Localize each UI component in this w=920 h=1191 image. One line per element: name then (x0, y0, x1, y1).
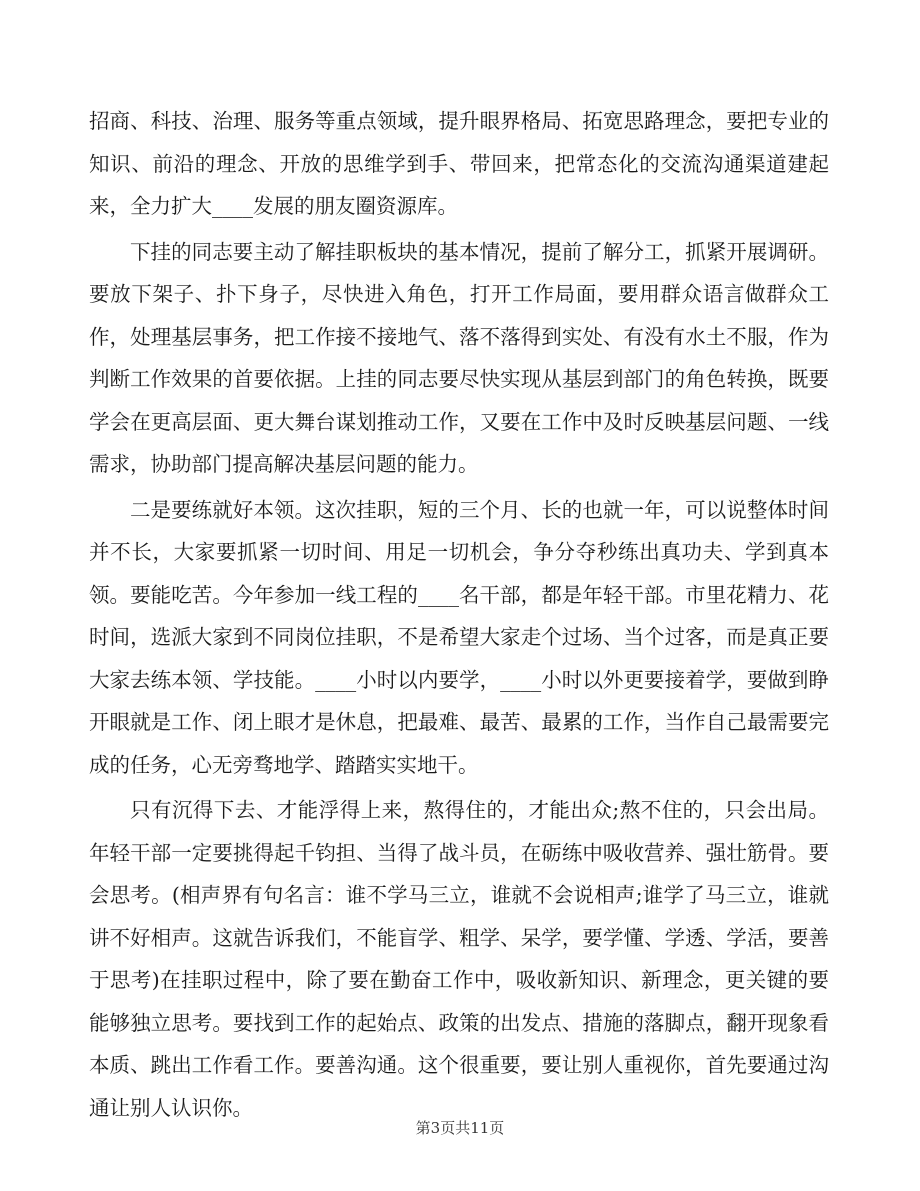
page-number-footer: 第3页共11页 (415, 1119, 505, 1137)
document-body (89, 100, 829, 1129)
paragraph-1: 招商、科技、治理、服务等重点领域，提升眼界格局、拓宽思路理念，要把专业的知识、前沿的理念、开放的思维学到手、带回来，把常态化的交流沟通渠道建起来，全力扩大____发展的朋友圈资源库。 (89, 109, 829, 218)
paragraph-3: 二是要练就好本领。这次挂职，短的三个月、长的也就一年，可以说整体时间并不长，大家要抓紧一切时间、用足一切机会，争分夺秒练出真功夫、学到真本领。要能吃苦。今年参加一线工程的____名干部，都是年轻干部。市里花精力、花时间，选派大家到不同岗位挂职，不是希望大家走个过场、当个过客，而是真正要大家去练本领、学技能。____小时以内要学，____小时以外更要接着学，要做到睁开眼就是工作、闭上眼才是休息，把最难、最苦、最累的工作，当作自己最需要完成的任务，心无旁骛地学、踏踏实实地干。 (89, 497, 829, 777)
paragraph-2: 下挂的同志要主动了解挂职板块的基本情况，提前了解分工，抓紧开展调研。要放下架子、扑下身子，尽快进入角色，打开工作局面，要用群众语言做群众工作，处理基层事务，把工作接不接地气、落不落得到实处、有没有水土不服，作为判断工作效果的首要依据。上挂的同志要尽快实现从基层到部门的角色转换，既要学会在更高层面、更大舞台谋划推动工作，又要在工作中及时反映基层问题、一线需求，协助部门提高解决基层问题的能力。 (89, 239, 829, 476)
paragraph-4: 只有沉得下去、才能浮得上来，熬得住的，才能出众;熬不住的，只会出局。年轻干部一定要挑得起千钧担、当得了战斗员，在砺练中吸收营养、强壮筋骨。要会思考。(相声界有句名言：谁不学马三立，谁就不会说相声;谁学了马三立，谁就讲不好相声。这就告诉我们，不能盲学、粗学、呆学，要学懂、学透、学活，要善于思考)在挂职过程中，除了要在勤奋工作中，吸收新知识、新理念，更关键的要能够独立思考。要找到工作的起始点、政策的出发点、措施的落脚点，翻开现象看本质、跳出工作看工作。要善沟通。这个很重要，要让别人重视你，首先要通过沟通让别人认识你。 (89, 798, 829, 1120)
